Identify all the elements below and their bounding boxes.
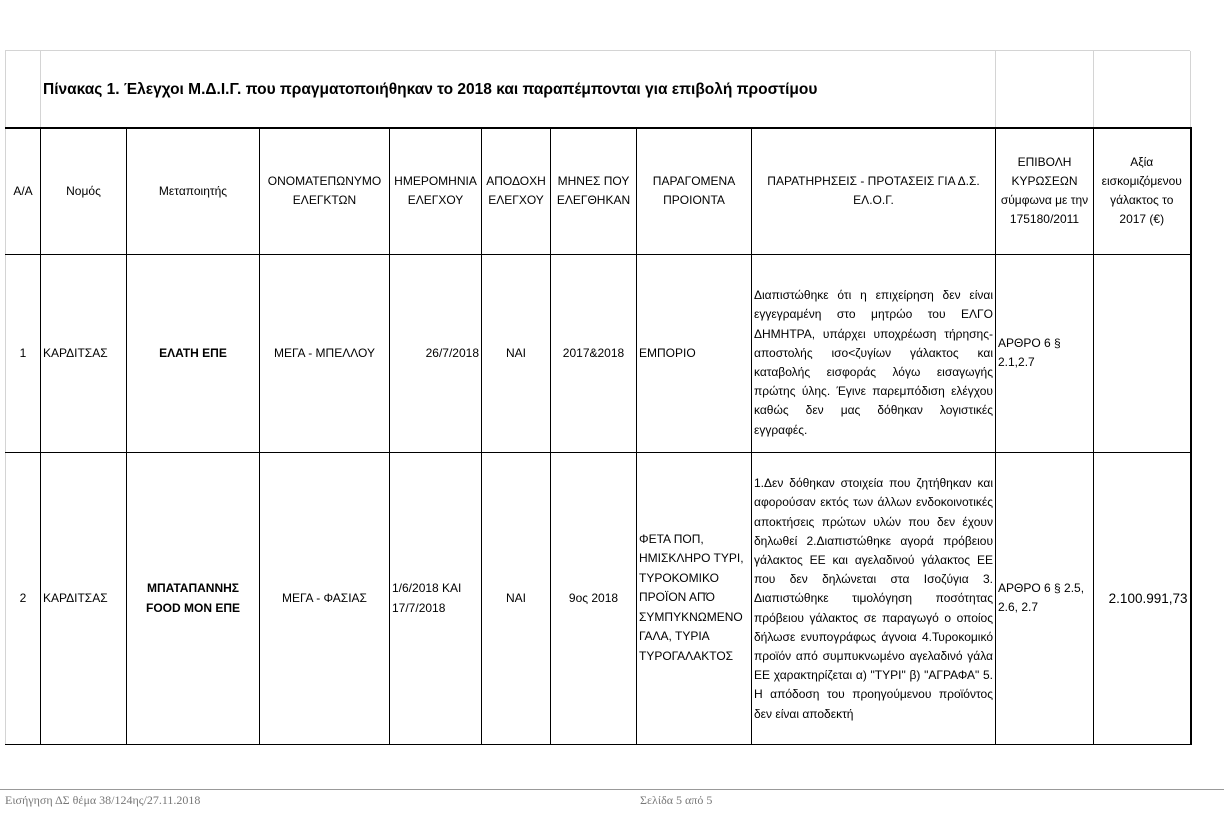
cell-aa: 2 [6, 452, 41, 744]
header-elegktes: ΟΝΟΜΑΤΕΠΩΝΥΜΟ ΕΛΕΓΚΤΩΝ [260, 128, 390, 254]
cell-mines: 2017&2018 [551, 254, 637, 452]
header-kyroseis: ΕΠΙΒΟΛΗ ΚΥΡΩΣΕΩΝ σύμφωνα με την 175180/2011 [996, 128, 1094, 254]
cell-kyroseis: ΑΡΘΡΟ 6 § 2.1,2.7 [996, 254, 1094, 452]
footer-reference: Εισήγηση ΔΣ θέμα 38/124ης/27.11.2018 [5, 793, 201, 807]
cell-mines: 9ος 2018 [551, 452, 637, 744]
table-title: Πίνακας 1. Έλεγχοι Μ.Δ.Ι.Γ. που πραγματοποιήθηκαν το 2018 και παραπέμπονται για επιβολή προστίμου [43, 81, 818, 98]
cell-metapoiitis: ΜΠΑΤΑΠΑΝΝΗΣ FOOD MON ΕΠΕ [127, 452, 260, 744]
table-title-row [5, 50, 1190, 128]
cell-apodoxi: ΝΑΙ [482, 452, 551, 744]
cell-kyroseis: ΑΡΘΡΟ 6 § 2.5, 2.6, 2.7 [996, 452, 1094, 744]
cell-elegktes: ΜΕΓΑ - ΜΠΕΛΛΟΥ [260, 254, 390, 452]
cell-nomos: ΚΑΡΔΙΤΣΑΣ [41, 452, 127, 744]
header-axia: Αξία εισκομιζόμενου γάλακτος το 2017 (€) [1094, 128, 1191, 254]
cell-aa: 1 [6, 254, 41, 452]
cell-imerominia: 26/7/2018 [390, 254, 482, 452]
inspections-table [5, 127, 1192, 745]
cell-nomos: ΚΑΡΔΙΤΣΑΣ [41, 254, 127, 452]
header-metapoiitis: Μεταποιητής [127, 128, 260, 254]
cell-elegktes: ΜΕΓΑ - ΦΑΣΙΑΣ [260, 452, 390, 744]
header-imerominia: ΗΜΕΡΟΜΗΝΙΑ ΕΛΕΓΧΟΥ [390, 128, 482, 254]
cell-paratiriseis: Διαπιστώθηκε ότι η επιχείρηση δεν είναι εγγεγραμένη στο μητρώο του ΕΛΓΟ ΔΗΜΗΤΡΑ, υπάρχει υποχρέωση τήρησης-αποστολής ισο<ζυγίων γάλακτος και καταβολής εισφοράς λόγω εισαγωγής πρώτης ύλης. Έγινε παρεμπόδιση ελέγχου καθώς δεν μας δόθηκαν λογιστικές εγγραφές. [752, 254, 996, 452]
cell-imerominia: 1/6/2018 ΚΑΙ 17/7/2018 [390, 452, 482, 744]
header-paratiriseis: ΠΑΡΑΤΗΡΗΣΕΙΣ - ΠΡΟΤΑΣΕΙΣ ΓΙΑ Δ.Σ. ΕΛ.Ο.Γ. [752, 128, 996, 254]
footer-divider [0, 789, 1224, 790]
header-proionta: ΠΑΡΑΓΟΜΕΝΑ ΠΡΟΙΟΝΤΑ [637, 128, 752, 254]
cell-axia: 2.100.991,73 [1094, 452, 1191, 744]
cell-metapoiitis: ΕΛΑΤΗ ΕΠΕ [127, 254, 260, 452]
header-mines: ΜΗΝΕΣ ΠΟΥ ΕΛΕΓΘΗΚΑΝ [551, 128, 637, 254]
cell-paratiriseis: 1.Δεν δόθηκαν στοιχεία που ζητήθηκαν και αφορούσαν εκτός των άλλων ενδοκοινοτικές αποκτήσεις πρώτων υλών που δεν έχουν δηλωθεί 2.Διαπιστώθηκε αγορά πρόβειου γάλακτος ΕΕ και αγελαδινού γάλακτος ΕΕ που δεν δηλώνεται στα Ισοζύγια 3. Διαπιστώθηκε τιμολόγηση ποσότητας πρόβειου γάλακτος σε παραγωγό ο οποίος δήλωσε ενυπογράφως άγνοια 4.Τυροκομικό προϊόν από συμπυκνωμένο αγελαδινό γάλα ΕΕ χαρακτηρίζεται α) "ΤΥΡΙ" β) "ΑΓΡΑΦΑ" 5. Η απόδοση του προηγούμενου προϊόντος δεν είναι αποδεκτή [752, 452, 996, 744]
header-row [6, 128, 1191, 254]
cell-proionta: ΦΕΤΑ ΠΟΠ, ΗΜΙΣΚΛΗΡΟ ΤΥΡΙ, ΤΥΡΟΚΟΜΙΚΟ ΠΡΟΪΟΝ ΑΠΌ ΣΥΜΠΥΚΝΩΜΕΝΟ ΓΑΛΑ, ΤΥΡΙΑ ΤΥΡΟΓΑΛΑΚΤΟΣ [637, 452, 752, 744]
cell-axia [1094, 254, 1191, 452]
cell-proionta: ΕΜΠΟΡΙΟ [637, 254, 752, 452]
header-apodoxi: ΑΠΟΔΟΧΗ ΕΛΕΓΧΟΥ [482, 128, 551, 254]
cell-apodoxi: ΝΑΙ [482, 254, 551, 452]
header-aa: Α/Α [6, 128, 41, 254]
header-nomos: Νομός [41, 128, 127, 254]
table-row [6, 254, 1191, 452]
page-number: Σελίδα 5 από 5 [640, 793, 713, 807]
table-row [6, 452, 1191, 744]
